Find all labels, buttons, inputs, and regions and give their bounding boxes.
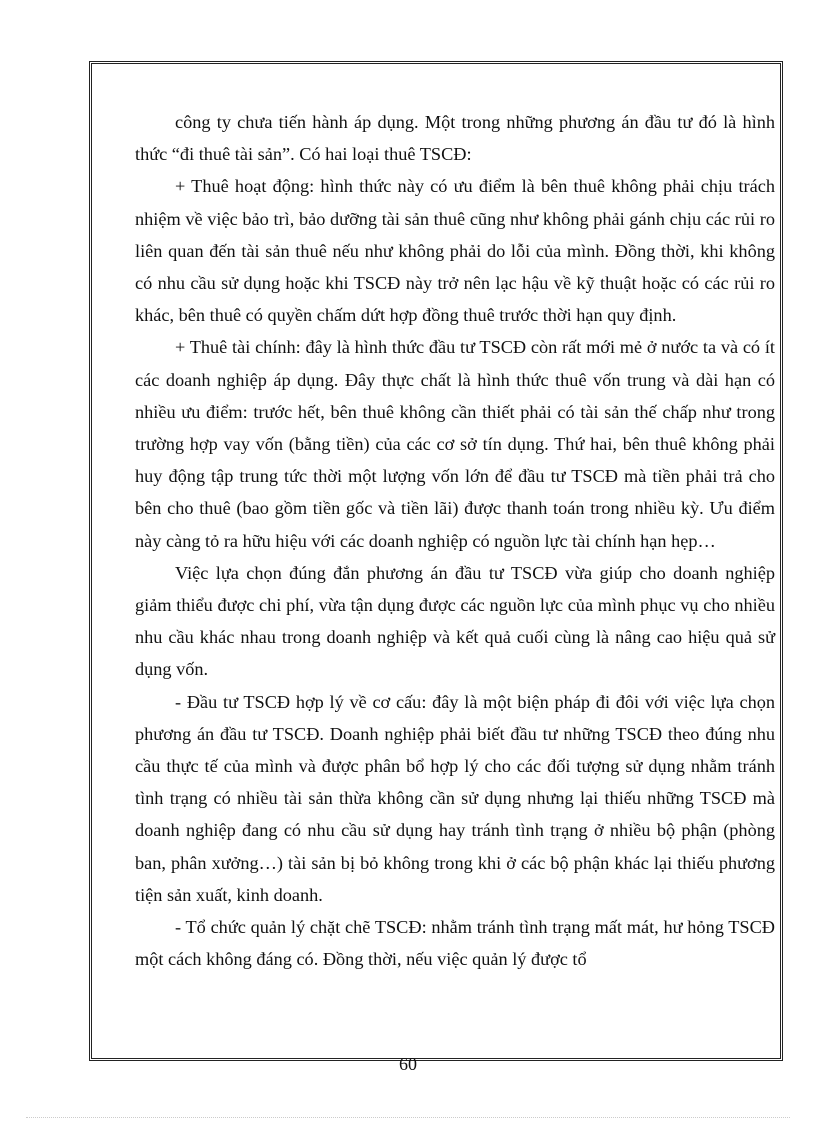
paragraph: + Thuê hoạt động: hình thức này có ưu điểm là bên thuê không phải chịu trách nhiệm về việc bảo trì, bảo dưỡng tài sản thuê cũng như không phải gánh chịu các rủi ro liên quan đến tài sản thuê nếu như không phải do lỗi của mình. Đồng thời, khi không có nhu cầu sử dụng hoặc khi TSCĐ này trở nên lạc hậu về kỹ thuật hoặc có các rủi ro khác, bên thuê có quyền chấm dứt hợp đồng thuê trước thời hạn quy định.	[135, 176, 775, 326]
body-text	[135, 106, 775, 975]
paragraph: + Thuê tài chính: đây là hình thức đầu tư TSCĐ còn rất mới mẻ ở nước ta và có ít các doanh nghiệp áp dụng. Đây thực chất là hình thức thuê vốn trung và dài hạn có nhiều ưu điểm: trước hết, bên thuê không cần thiết phải có tài sản thế chấp như trong trường hợp vay vốn (bằng tiền) của các cơ sở tín dụng. Thứ hai, bên thuê không phải huy động tập trung tức thời một lượng vốn lớn để đầu tư TSCĐ mà tiền phải trả cho bên cho thuê (bao gồm tiền gốc và tiền lãi) được thanh toán trong nhiều kỳ. Ưu điểm này càng tỏ ra hữu hiệu với các doanh nghiệp có nguồn lực tài chính hạn hẹp…	[135, 337, 775, 551]
paragraph: công ty chưa tiến hành áp dụng. Một trong những phương án đầu tư đó là hình thức “đi thuê tài sản”. Có hai loại thuê TSCĐ:	[135, 112, 775, 165]
paragraph: - Đầu tư TSCĐ hợp lý về cơ cấu: đây là một biện pháp đi đôi với việc lựa chọn phương án đầu tư TSCĐ. Doanh nghiệp phải biết đầu tư những TSCĐ theo đúng nhu cầu thực tế của mình và được phân bổ hợp lý cho các đối tượng sử dụng nhằm tránh tình trạng có nhiều tài sản thừa không cần sử dụng nhưng lại thiếu những TSCĐ mà doanh nghiệp đang có nhu cầu sử dụng hay tránh tình trạng ở nhiều bộ phận (phòng ban, phân xưởng…) tài sản bị bỏ không trong khi ở các bộ phận khác lại thiếu phương tiện sản xuất, kinh doanh.	[135, 691, 775, 905]
paragraph: Việc lựa chọn đúng đắn phương án đầu tư TSCĐ vừa giúp cho doanh nghiệp giảm thiểu được chi phí, vừa tận dụng được các nguồn lực của mình phục vụ cho nhiều nhu cầu khác nhau trong doanh nghiệp và kết quả cuối cùng là nâng cao hiệu quả sử dụng vốn.	[135, 562, 775, 680]
page-number: 60	[399, 1054, 417, 1074]
footer-divider	[26, 1117, 790, 1118]
paragraph: - Tổ chức quản lý chặt chẽ TSCĐ: nhằm tránh tình trạng mất mát, hư hỏng TSCĐ một cách không đáng có. Đồng thời, nếu việc quản lý được tổ	[135, 917, 775, 970]
